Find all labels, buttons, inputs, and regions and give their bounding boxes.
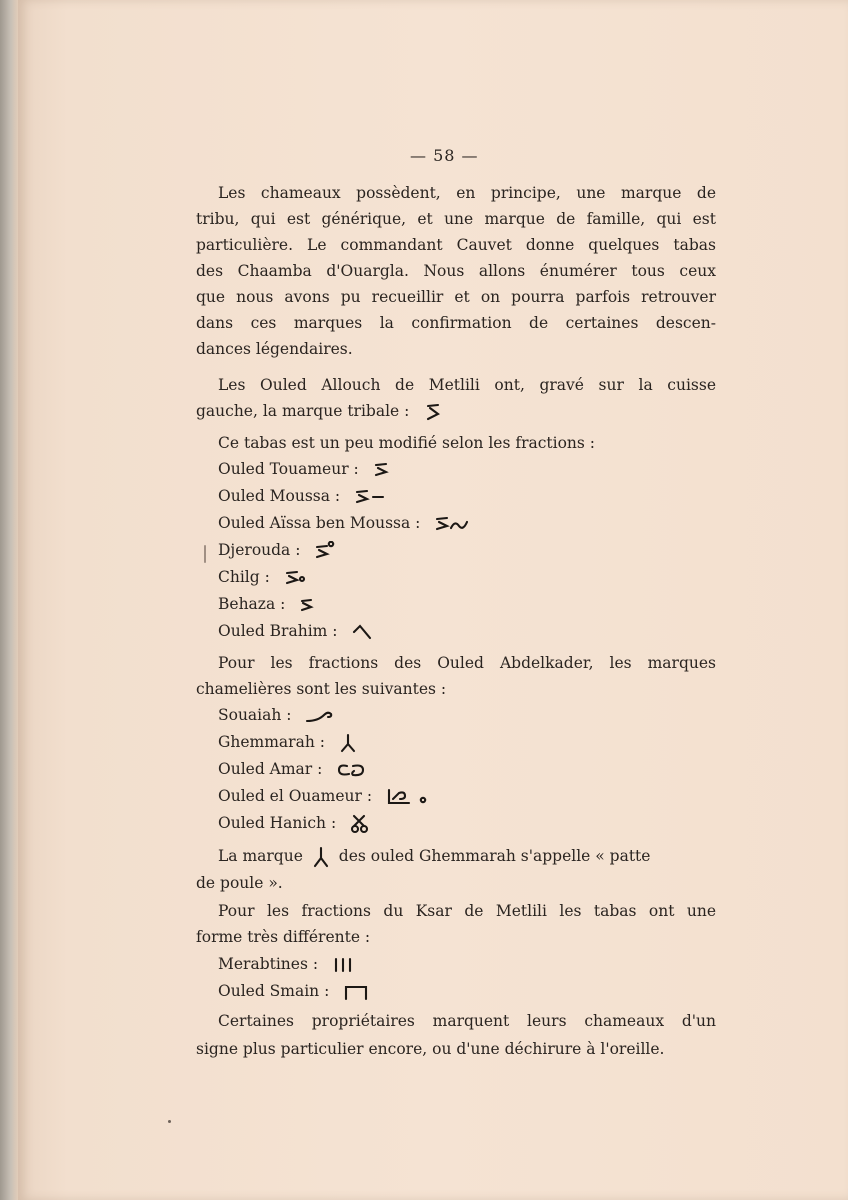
fraction-row bbox=[218, 541, 351, 561]
text-line: signe plus particulier encore, ou d'une déchirure à l'oreille. bbox=[196, 1040, 665, 1058]
chilg-mark-icon bbox=[283, 568, 321, 588]
fraction-label: Djerouda : bbox=[218, 541, 301, 559]
fraction-label: Ouled Moussa : bbox=[218, 487, 341, 505]
fraction-row bbox=[218, 982, 380, 1002]
fraction-row bbox=[218, 595, 336, 615]
fraction-label: Behaza : bbox=[218, 595, 286, 613]
fraction-label: Ouled Touameur : bbox=[218, 460, 359, 478]
text-line: Les chameaux possèdent, en principe, une marque de bbox=[218, 184, 716, 202]
text-line: que nous avons pu recueillir et on pourra parfois retrouver bbox=[196, 288, 716, 306]
behaza-mark-icon bbox=[298, 595, 336, 615]
text-line-content: des ouled Ghemmarah s'appelle « patte bbox=[338, 847, 651, 865]
ghemmarah-mark-icon bbox=[338, 733, 376, 753]
touameur-mark-icon bbox=[372, 460, 410, 480]
fraction-row bbox=[218, 787, 435, 807]
fraction-row bbox=[218, 622, 388, 642]
fraction-row bbox=[218, 487, 391, 507]
merabtines-mark-icon bbox=[331, 955, 369, 975]
amar-mark-icon bbox=[335, 760, 373, 780]
paper-speck bbox=[168, 1120, 171, 1123]
text-line: particulière. Le commandant Cauvet donne quelques tabas bbox=[196, 236, 716, 254]
tribal-mark-icon bbox=[422, 402, 460, 422]
text-line: forme très différente : bbox=[196, 928, 371, 946]
text-line-content: La marque bbox=[218, 847, 303, 865]
text-line: chamelières sont les suivantes : bbox=[196, 680, 447, 698]
text-line bbox=[196, 402, 460, 422]
fraction-row bbox=[218, 955, 369, 975]
book-gutter-edge bbox=[0, 0, 18, 1200]
fraction-label: Merabtines : bbox=[218, 955, 319, 973]
text-line: Pour les fractions des Ouled Abdelkader, les marques bbox=[218, 654, 716, 672]
fraction-row bbox=[218, 460, 410, 480]
text-line: dans ces marques la confirmation de certaines descen- bbox=[196, 314, 716, 332]
fraction-row bbox=[218, 568, 321, 588]
fraction-label: Souaiah : bbox=[218, 706, 292, 724]
fraction-label: Ouled Aïssa ben Moussa : bbox=[218, 514, 421, 532]
text-line: tribu, qui est générique, et une marque de famille, qui est bbox=[196, 210, 716, 228]
fraction-label: Ouled Hanich : bbox=[218, 814, 337, 832]
moussa-mark-icon bbox=[353, 487, 391, 507]
brahim-mark-icon bbox=[350, 622, 388, 642]
page-number: — 58 — bbox=[410, 146, 479, 165]
fraction-label: Ouled Smain : bbox=[218, 982, 330, 1000]
fraction-row bbox=[218, 733, 376, 753]
fraction-row bbox=[218, 814, 387, 834]
ouameur-mark-icon bbox=[385, 787, 435, 807]
text-line: Pour les fractions du Ksar de Metlili les tabas ont une bbox=[218, 902, 716, 920]
souaiah-mark-icon bbox=[304, 706, 342, 726]
hanich-mark-icon bbox=[349, 814, 387, 834]
fraction-label: Ghemmarah : bbox=[218, 733, 325, 751]
fraction-label: Chilg : bbox=[218, 568, 270, 586]
text-line: Ce tabas est un peu modifié selon les fractions : bbox=[218, 434, 596, 452]
text-line bbox=[218, 846, 716, 868]
text-line: dances légendaires. bbox=[196, 340, 353, 358]
text-line: de poule ». bbox=[196, 874, 283, 892]
fraction-row bbox=[218, 706, 342, 726]
fraction-label: Ouled Amar : bbox=[218, 760, 323, 778]
text-line: Certaines propriétaires marquent leurs chameaux d'un bbox=[218, 1012, 716, 1030]
patte-de-poule-icon bbox=[312, 846, 330, 868]
text-line: Les Ouled Allouch de Metlili ont, gravé sur la cuisse bbox=[218, 376, 716, 394]
paper-fold-mark bbox=[204, 545, 206, 563]
aissa-mark-icon bbox=[433, 514, 471, 534]
text-line: des Chaamba d'Ouargla. Nous allons énumérer tous ceux bbox=[196, 262, 716, 280]
smain-mark-icon bbox=[342, 982, 380, 1002]
fraction-row bbox=[218, 514, 471, 534]
djerouda-mark-icon bbox=[313, 541, 351, 561]
text-line-content: gauche, la marque tribale : bbox=[196, 402, 410, 420]
fraction-label: Ouled el Ouameur : bbox=[218, 787, 373, 805]
fraction-row bbox=[218, 760, 373, 780]
fraction-label: Ouled Brahim : bbox=[218, 622, 338, 640]
